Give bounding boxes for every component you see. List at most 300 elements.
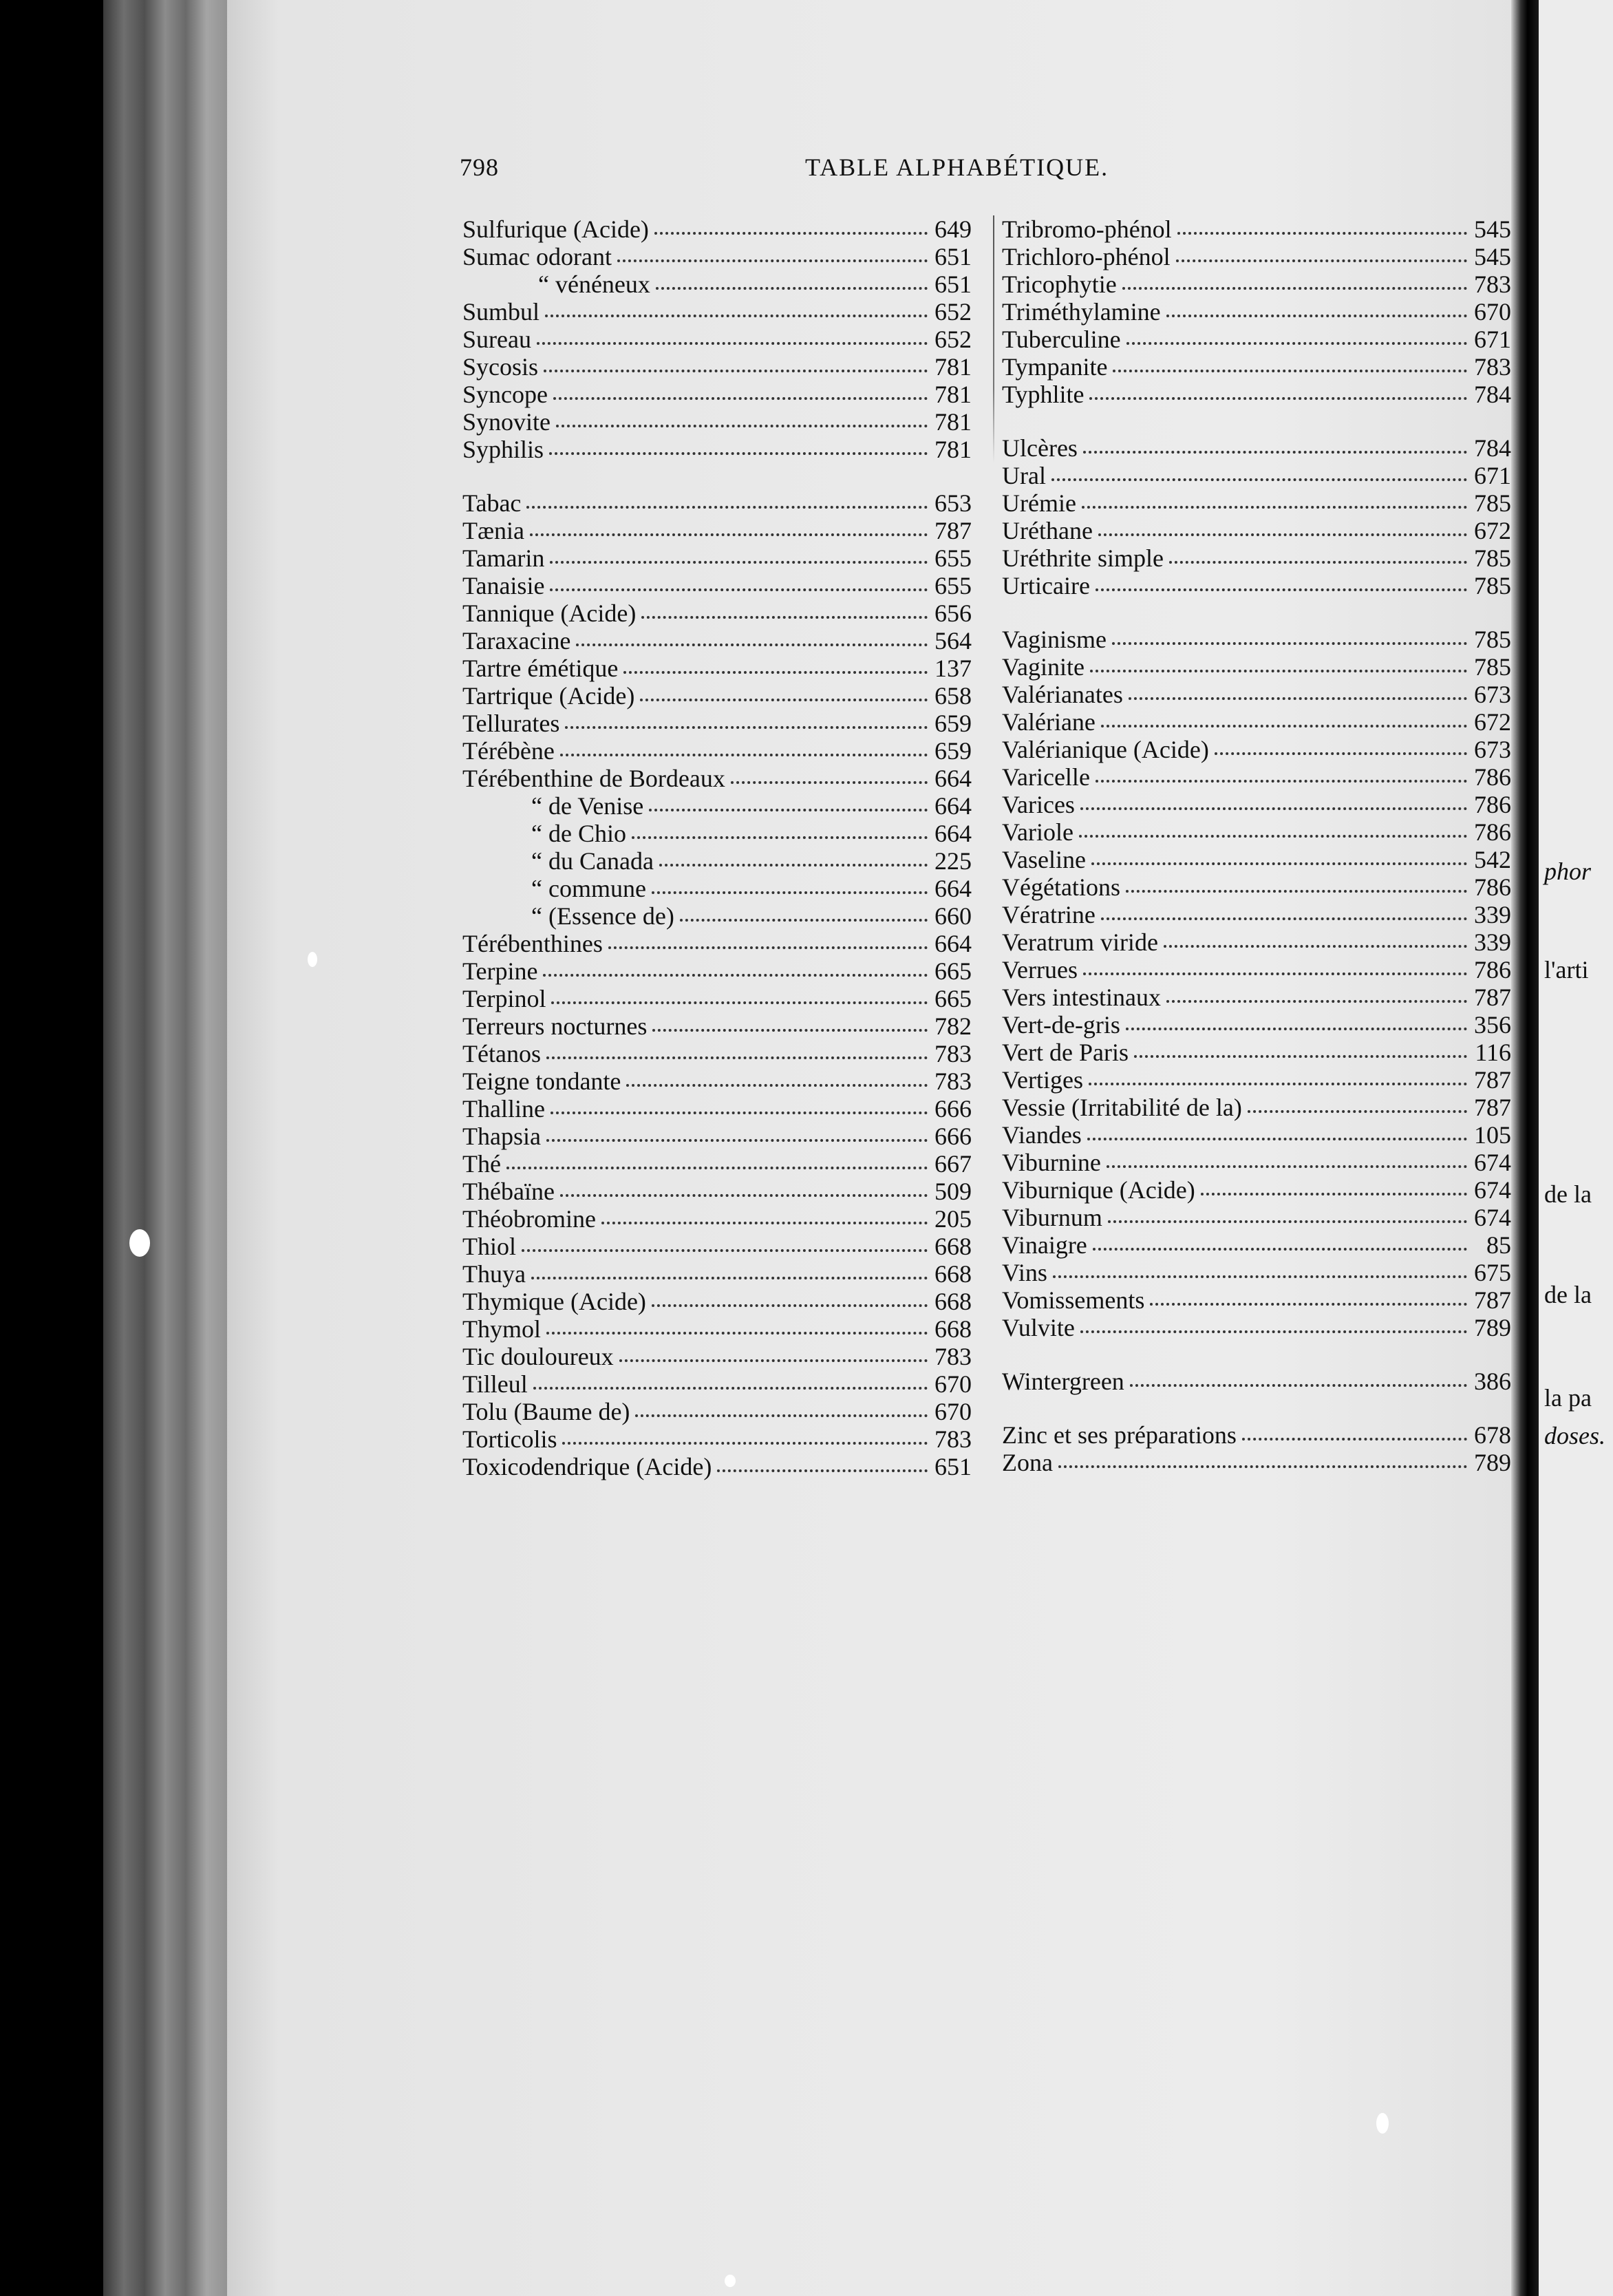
entry-label: Tannique (Acide) [462,599,637,627]
index-entry [462,682,972,710]
index-entry [462,792,972,820]
index-entry [1002,462,1511,489]
entry-label: Synovite [462,408,551,436]
entry-page-number: 664 [934,765,972,792]
dot-leader [1096,588,1467,591]
dot-leader [623,671,928,674]
index-entry [462,489,972,517]
entry-label: Tribromo-phénol [1002,215,1172,243]
book-page-edges [103,0,241,2296]
scan-speck [1376,2113,1389,2134]
index-entry [462,1343,972,1370]
entry-page-number: 653 [934,489,972,517]
index-entry [1002,243,1511,270]
dot-leader [1177,232,1467,235]
dot-leader [550,588,928,591]
dot-leader [1150,1303,1467,1306]
index-entry [462,298,972,326]
entry-page-number: 545 [1474,243,1511,270]
entry-label: Teigne tondante [462,1067,621,1095]
entry-label: Thalline [462,1095,545,1123]
dot-leader [1134,1055,1467,1058]
entry-label: Végétations [1002,873,1120,901]
dot-leader [1166,1000,1467,1003]
entry-label: Terreurs nocturnes [462,1012,648,1040]
entry-page-number: 785 [1474,626,1511,653]
entry-label: Tartre émétique [462,655,619,682]
index-entry [1002,215,1511,243]
entry-page-number: 675 [1474,1259,1511,1286]
entry-label: Torticolis [462,1425,557,1453]
entry-page-number: 785 [1474,544,1511,572]
entry-label: “ de Venise [531,792,644,820]
index-entry [462,710,972,737]
entry-label: Térébène [462,737,555,765]
index-entry [462,1315,972,1343]
dot-leader [1101,917,1467,920]
entry-label: Vaseline [1002,846,1086,873]
dot-leader [731,781,928,784]
dot-leader [1083,972,1467,975]
entry-page-number: 674 [1474,1176,1511,1204]
index-entry [462,243,972,270]
index-entry [1002,1421,1511,1449]
dot-leader [549,452,928,455]
entry-page-number: 786 [1474,818,1511,846]
dot-leader [608,946,928,949]
index-entry [462,1067,972,1095]
dot-leader [1108,1220,1467,1223]
index-column-right [1002,215,1511,1476]
entry-label: Viburnique (Acide) [1002,1176,1195,1204]
dot-leader [576,644,928,646]
index-entry [1002,1449,1511,1476]
entry-page-number: 670 [934,1398,972,1425]
entry-label: Syphilis [462,436,544,463]
entry-page-number: 672 [1474,517,1511,544]
entry-page-number: 668 [934,1260,972,1288]
index-entry [1002,270,1511,298]
index-entry [462,408,972,436]
dot-leader [652,1029,928,1032]
index-entry [1002,572,1511,599]
entry-label: Uréthane [1002,517,1093,544]
entry-label: “ vénéneux [538,270,650,298]
dot-leader [1093,1248,1467,1251]
dot-leader [1090,670,1467,672]
facing-page-text [1539,0,1613,2296]
entry-page-number: 655 [934,572,972,599]
entry-label: Vers intestinaux [1002,984,1161,1011]
dot-leader [641,616,928,619]
entry-page-number: 339 [1474,901,1511,928]
index-entry [1002,1176,1511,1204]
entry-page-number: 105 [1474,1121,1511,1149]
dot-leader [635,1414,928,1417]
index-entry [1002,956,1511,984]
dot-leader [530,533,928,536]
entry-label: “ commune [531,875,646,902]
entry-page-number: 783 [934,1343,972,1370]
entry-label: Thymique (Acide) [462,1288,646,1315]
entry-label: Tænia [462,517,524,544]
entry-label: Vins [1002,1259,1047,1286]
entry-page-number: 786 [1474,791,1511,818]
entry-label: Viburnum [1002,1204,1102,1231]
index-entry [1002,626,1511,653]
entry-page-number: 666 [934,1123,972,1150]
entry-page-number: 658 [934,682,972,710]
entry-page-number: 356 [1474,1011,1511,1039]
entry-page-number: 786 [1474,956,1511,984]
dot-leader [562,1442,928,1445]
entry-label: Thébaïne [462,1178,555,1205]
entry-page-number: 674 [1474,1204,1511,1231]
index-entry [462,627,972,655]
entry-page-number: 667 [934,1150,972,1178]
index-entry [1002,1094,1511,1121]
index-entry [1002,984,1511,1011]
dot-leader [1166,315,1467,317]
entry-label: Tricophytie [1002,270,1117,298]
entry-page-number: 664 [934,792,972,820]
entry-label: Thymol [462,1315,541,1343]
entry-page-number: 785 [1474,653,1511,681]
index-entry [462,544,972,572]
entry-page-number: 789 [1474,1314,1511,1341]
dot-leader [1215,752,1467,755]
dot-leader [546,1332,928,1335]
entry-label: Tuberculine [1002,326,1121,353]
entry-label: Uréthrite simple [1002,544,1164,572]
index-column-left [462,215,972,1480]
entry-page-number: 545 [1474,215,1511,243]
dot-leader [1082,506,1467,509]
dot-leader [1051,478,1467,481]
entry-page-number: 651 [934,270,972,298]
dot-leader [1080,1330,1467,1333]
index-entry [462,1370,972,1398]
dot-leader [1112,642,1467,645]
dot-leader [556,425,928,427]
entry-label: Tartrique (Acide) [462,682,635,710]
index-entry [462,1398,972,1425]
index-entry [462,1123,972,1150]
entry-label: Verrues [1002,956,1078,984]
dot-leader [551,1112,928,1114]
entry-label: Tamarin [462,544,545,572]
entry-page-number: 787 [1474,1094,1511,1121]
dot-leader [553,397,928,400]
entry-label: Triméthylamine [1002,298,1161,326]
entry-page-number: 787 [1474,1286,1511,1314]
entry-label: Valérianique (Acide) [1002,736,1209,763]
dot-leader [1107,1165,1467,1168]
dot-leader [1176,259,1467,262]
index-entry [1002,1039,1511,1066]
entry-label: Vératrine [1002,901,1096,928]
entry-page-number: 664 [934,930,972,957]
entry-label: Vessie (Irritabilité de la) [1002,1094,1242,1121]
dot-leader [652,891,928,894]
entry-page-number: 651 [934,243,972,270]
entry-label: Variole [1002,818,1073,846]
index-entry [462,353,972,381]
dot-leader [1053,1275,1467,1278]
entry-label: Toxicodendrique (Acide) [462,1453,712,1480]
entry-page-number: 85 [1486,1231,1511,1259]
dot-leader [1080,807,1467,810]
dot-leader [1129,697,1467,700]
entry-page-number: 785 [1474,572,1511,599]
index-entry [462,930,972,957]
entry-label: Vaginite [1002,653,1085,681]
column-divider [993,215,994,463]
entry-page-number: 668 [934,1315,972,1343]
entry-page-number: 564 [934,627,972,655]
entry-page-number: 670 [934,1370,972,1398]
entry-label: Térébenthine de Bordeaux [462,765,725,792]
entry-label: Syncope [462,381,548,408]
dot-leader [537,342,928,345]
entry-page-number: 668 [934,1233,972,1260]
dot-leader [560,754,928,756]
entry-label: Terpine [462,957,538,985]
index-entry [462,1453,972,1480]
dot-leader [1083,451,1467,454]
index-entry [1002,846,1511,873]
index-entry [462,270,972,298]
entry-page-number: 781 [934,353,972,381]
entry-page-number: 656 [934,599,972,627]
entry-label: Typhlite [1002,381,1085,408]
entry-page-number: 664 [934,875,972,902]
dot-leader [1130,1384,1467,1387]
index-entry [462,655,972,682]
entry-label: Valérianates [1002,681,1123,708]
entry-page-number: 649 [934,215,972,243]
index-entry [1002,1204,1511,1231]
entry-label: Vulvite [1002,1314,1075,1341]
entry-page-number: 542 [1474,846,1511,873]
entry-label: Tympanite [1002,353,1108,381]
dot-leader [1242,1438,1467,1441]
dot-leader [1096,780,1467,783]
dot-leader [1126,342,1467,345]
entry-page-number: 789 [1474,1449,1511,1476]
dot-leader [617,259,928,262]
entry-label: Viburnine [1002,1149,1101,1176]
dot-leader [1126,890,1467,893]
entry-label: Viandes [1002,1121,1082,1149]
dot-leader [1089,1083,1467,1085]
entry-page-number: 386 [1474,1368,1511,1395]
dot-leader [649,809,928,811]
entry-page-number: 666 [934,1095,972,1123]
entry-page-number: 786 [1474,873,1511,901]
dot-leader [680,919,928,922]
entry-page-number: 673 [1474,736,1511,763]
index-entry [1002,818,1511,846]
entry-label: Varices [1002,791,1075,818]
index-entry [462,1425,972,1453]
index-entry [1002,489,1511,517]
entry-page-number: 783 [934,1425,972,1453]
entry-label: Ural [1002,462,1046,489]
entry-label: Thiol [462,1233,516,1260]
dot-leader [546,1056,928,1059]
index-entry [1002,517,1511,544]
entry-label: Tilleul [462,1370,528,1398]
index-entry [462,820,972,847]
facing-page-word: de la [1544,1180,1592,1208]
entry-label: “ de Chio [531,820,626,847]
index-entry [1002,708,1511,736]
dot-leader [1087,1138,1467,1140]
index-entry [462,381,972,408]
binding-gutter [1511,0,1539,2296]
index-entry [462,847,972,875]
dot-leader [565,726,928,729]
dot-leader [551,1001,928,1004]
entry-label: Vert-de-gris [1002,1011,1120,1039]
running-title: TABLE ALPHABÉTIQUE. [805,153,1109,181]
entry-page-number: 205 [934,1205,972,1233]
entry-page-number: 116 [1475,1039,1511,1066]
index-entry [462,1233,972,1260]
index-entry [1002,326,1511,353]
entry-label: Zona [1002,1449,1053,1476]
entry-page-number: 787 [1474,1066,1511,1094]
entry-label: Ulcères [1002,434,1078,462]
entry-label: Taraxacine [462,627,571,655]
index-entry [1002,901,1511,928]
index-entry [462,436,972,463]
entry-label: Sumbul [462,298,540,326]
dot-leader [1201,1193,1467,1195]
facing-page-word: phor [1544,858,1592,885]
entry-label: Tabac [462,489,522,517]
dot-leader [1164,945,1467,948]
entry-label: Trichloro-phénol [1002,243,1171,270]
index-entry [1002,1286,1511,1314]
entry-page-number: 665 [934,957,972,985]
entry-label: “ (Essence de) [531,902,674,930]
entry-page-number: 782 [934,1012,972,1040]
entry-page-number: 664 [934,820,972,847]
entry-page-number: 659 [934,737,972,765]
entry-page-number: 783 [1474,353,1511,381]
index-entry [1002,681,1511,708]
entry-label: Thé [462,1150,501,1178]
entry-label: Wintergreen [1002,1368,1124,1395]
dot-leader [717,1469,928,1472]
entry-label: Tellurates [462,710,560,737]
dot-leader [601,1222,928,1224]
entry-page-number: 660 [934,902,972,930]
dot-leader [1169,561,1467,564]
index-entry [462,1260,972,1288]
dot-leader [656,287,928,290]
entry-label: Vaginisme [1002,626,1107,653]
entry-page-number: 509 [934,1178,972,1205]
entry-page-number: 786 [1474,763,1511,791]
entry-label: Vomissements [1002,1286,1145,1314]
entry-page-number: 339 [1474,928,1511,956]
dot-leader [544,370,928,372]
index-entry [1002,736,1511,763]
facing-page-edge [1539,0,1613,2296]
dot-leader [1101,725,1467,727]
index-entry [462,1178,972,1205]
dot-leader [654,232,928,235]
index-entry [462,1095,972,1123]
index-entry [1002,1314,1511,1341]
entry-page-number: 665 [934,985,972,1012]
index-entry [462,572,972,599]
index-entry [1002,791,1511,818]
entry-label: Tic douloureux [462,1343,614,1370]
entry-label: Térébenthines [462,930,603,957]
dot-leader [1058,1465,1467,1468]
entry-label: Théobromine [462,1205,596,1233]
entry-page-number: 652 [934,298,972,326]
dot-leader [533,1387,928,1390]
entry-page-number: 787 [1474,984,1511,1011]
entry-label: Urticaire [1002,572,1090,599]
facing-page-word: de la [1544,1281,1592,1308]
entry-page-number: 651 [934,1453,972,1480]
entry-label: Sureau [462,326,531,353]
index-entry [1002,434,1511,462]
index-entry [462,985,972,1012]
entry-page-number: 783 [934,1067,972,1095]
index-entry [462,902,972,930]
dot-leader [1091,862,1467,865]
entry-page-number: 670 [1474,298,1511,326]
index-entry [1002,763,1511,791]
index-entry [462,1150,972,1178]
dot-leader [546,1139,928,1142]
index-entry [1002,873,1511,901]
entry-page-number: 784 [1474,434,1511,462]
dot-leader [1079,835,1467,838]
entry-label: Terpinol [462,985,546,1012]
entry-label: Varicelle [1002,763,1090,791]
entry-label: Tanaisie [462,572,545,599]
entry-page-number: 668 [934,1288,972,1315]
index-entry [1002,653,1511,681]
index-entry [462,1205,972,1233]
index-entry [462,737,972,765]
scan-speck [308,952,317,967]
dot-leader [632,836,928,839]
index-entry [462,1040,972,1067]
index-entry [1002,544,1511,572]
index-entry [1002,1011,1511,1039]
entry-page-number: 783 [934,1040,972,1067]
index-entry [462,1288,972,1315]
entry-label: Urémie [1002,489,1076,517]
dot-leader [522,1249,928,1252]
index-entry [1002,1368,1511,1395]
facing-page-word: l'arti [1544,956,1589,984]
dot-leader [640,699,928,701]
dot-leader [506,1167,928,1169]
index-entry [462,765,972,792]
facing-page-word: la pa [1544,1384,1592,1412]
entry-page-number: 784 [1474,381,1511,408]
